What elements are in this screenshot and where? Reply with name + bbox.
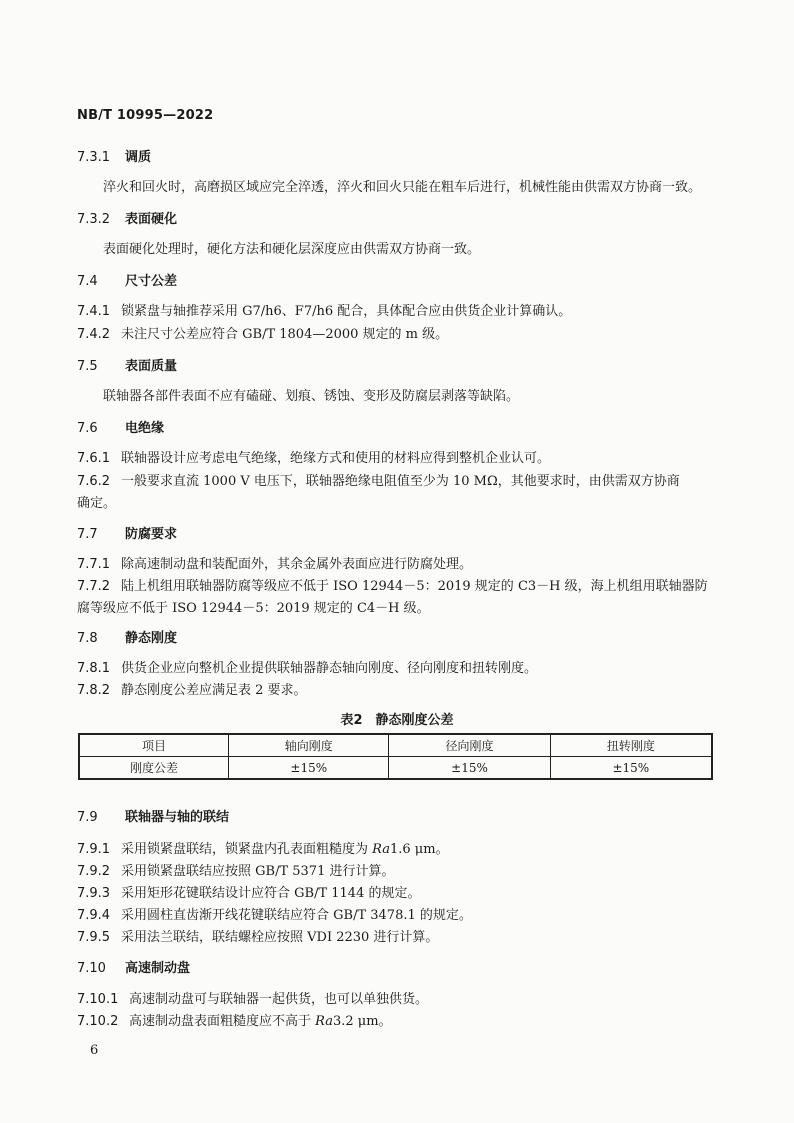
clause-text: 采用矩形花键联结设计应符合 GB/T 1144 的规定。	[121, 886, 421, 901]
clause-text: 采用法兰联结，联结螺栓应按照 VDI 2230 进行计算。	[121, 930, 439, 945]
heading-number: 7.3.1	[77, 150, 111, 165]
heading-title: 高速制动盘	[125, 961, 191, 976]
clause-7-9-4	[77, 905, 717, 927]
page-number: 6	[90, 1043, 99, 1058]
clause-text: 锁紧盘与轴推荐采用 G7/h6、F7/h6 配合，具体配合应由供货企业计算确认。	[121, 304, 572, 319]
clause-7-8-1	[77, 658, 717, 680]
clause-text: 采用圆柱直齿渐开线花键联结应符合 GB/T 3478.1 的规定。	[121, 908, 472, 923]
clause-text-value: 1.6 μm。	[389, 842, 449, 857]
table-header-cell: 轴向刚度	[229, 734, 389, 757]
clause-7-4-2	[77, 324, 717, 346]
table-title: 表2 静态刚度公差	[340, 713, 454, 728]
heading-number: 7.3.2	[77, 212, 111, 227]
para-7-3-1: 淬火和回火时，高磨损区域应完全淬透，淬火和回火只能在粗车后进行，机械性能由供需双方协商一致。	[103, 180, 702, 195]
clause-text: 采用锁紧盘联结应按照 GB/T 5371 进行计算。	[121, 864, 395, 879]
clause-text: 采用锁紧盘联结，锁紧盘内孔表面粗糙度为	[121, 842, 373, 857]
heading-7-6	[77, 418, 717, 440]
heading-number: 7.6	[77, 421, 98, 436]
clause-7-10-2	[77, 1011, 717, 1033]
clause-7-6-1	[77, 448, 717, 470]
clause-number: 7.8.2	[77, 683, 111, 698]
clause-number: 7.4.1	[77, 304, 111, 319]
clause-7-10-1	[77, 989, 717, 1011]
clause-text-value: 3.2 μm。	[332, 1014, 392, 1029]
table-header-cell: 扭转刚度	[550, 734, 712, 757]
clause-text: 高速制动盘表面粗糙度应不高于	[129, 1014, 316, 1029]
clause-7-4-1	[77, 301, 717, 323]
clause-number: 7.8.1	[77, 661, 111, 676]
stiffness-tolerance-table	[78, 733, 713, 780]
para-7-5: 联轴器各部件表面不应有磕碰、划痕、锈蚀、变形及防腐层剥落等缺陷。	[103, 389, 520, 404]
heading-title: 静态刚度	[125, 631, 178, 646]
clause-7-7-1	[77, 554, 717, 576]
clause-number: 7.4.2	[77, 327, 111, 342]
table-header-row	[79, 734, 712, 757]
clause-7-9-2	[77, 861, 717, 883]
clause-number: 7.7.1	[77, 557, 111, 572]
clause-number: 7.9.5	[77, 930, 111, 945]
clause-7-7-2-cont: 腐等级应不低于 ISO 12944－5：2019 规定的 C4－H 级。	[77, 601, 430, 616]
heading-number: 7.7	[77, 527, 98, 542]
table-header-cell: 项目	[79, 734, 229, 757]
heading-7-9	[77, 807, 717, 829]
clause-7-6-2-cont: 确定。	[77, 496, 117, 511]
table-row	[79, 757, 712, 780]
clause-number: 7.9.1	[77, 842, 111, 857]
heading-7-7	[77, 524, 717, 546]
clause-7-9-5	[77, 927, 717, 949]
heading-number: 7.9	[77, 810, 98, 825]
clause-number: 7.7.2	[77, 579, 111, 594]
table-header-cell: 径向刚度	[389, 734, 550, 757]
clause-text: 高速制动盘可与联轴器一起供货，也可以单独供货。	[129, 992, 429, 1007]
clause-number: 7.6.2	[77, 474, 111, 489]
table-cell: ±15%	[229, 757, 389, 780]
roughness-symbol: Ra	[315, 1014, 333, 1029]
heading-title: 调质	[125, 150, 152, 165]
heading-number: 7.5	[77, 359, 98, 374]
clause-7-7-2	[77, 576, 717, 598]
table-cell: 刚度公差	[79, 757, 229, 780]
heading-number: 7.4	[77, 274, 98, 289]
clause-7-9-1	[77, 839, 717, 861]
clause-text: 供货企业应向整机企业提供联轴器静态轴向刚度、径向刚度和扭转刚度。	[121, 661, 538, 676]
heading-7-4	[77, 271, 717, 293]
clause-7-8-2	[77, 680, 717, 702]
heading-number: 7.10	[77, 961, 106, 976]
heading-title: 表面质量	[125, 359, 178, 374]
table-cell: ±15%	[550, 757, 712, 780]
heading-7-10	[77, 958, 717, 980]
heading-title: 电绝缘	[125, 421, 165, 436]
clause-text-line1: 一般要求直流 1000 V 电压下，联轴器绝缘电阻值至少为 10 MΩ，其他要求时，由供需双方协商	[121, 474, 680, 489]
table-cell: ±15%	[389, 757, 550, 780]
heading-number: 7.8	[77, 631, 98, 646]
heading-title: 联轴器与轴的联结	[125, 810, 230, 825]
clause-7-6-2	[77, 471, 717, 493]
clause-text-line1: 陆上机组用联轴器防腐等级应不低于 ISO 12944－5：2019 规定的 C3－H 级，海上机组用联轴器防	[121, 579, 708, 594]
heading-title: 防腐要求	[125, 527, 178, 542]
clause-number: 7.6.1	[77, 451, 111, 466]
clause-number: 7.10.2	[77, 1014, 119, 1029]
clause-number: 7.9.3	[77, 886, 111, 901]
heading-title: 尺寸公差	[125, 274, 178, 289]
clause-text: 联轴器设计应考虑电气绝缘，绝缘方式和使用的材料应得到整机企业认可。	[121, 451, 551, 466]
heading-7-3-1	[77, 147, 717, 169]
clause-7-9-3	[77, 883, 717, 905]
clause-number: 7.10.1	[77, 992, 119, 1007]
clause-number: 7.9.4	[77, 908, 111, 923]
clause-number: 7.9.2	[77, 864, 111, 879]
clause-text: 静态刚度公差应满足表 2 要求。	[121, 683, 307, 698]
heading-title: 表面硬化	[125, 212, 178, 227]
para-7-3-2: 表面硬化处理时，硬化方法和硬化层深度应由供需双方协商一致。	[103, 242, 481, 257]
roughness-symbol: Ra	[372, 842, 390, 857]
heading-7-3-2	[77, 209, 717, 231]
clause-text: 除高速制动盘和装配面外，其余金属外表面应进行防腐处理。	[121, 557, 473, 572]
heading-7-8	[77, 628, 717, 650]
clause-text: 未注尺寸公差应符合 GB/T 1804—2000 规定的 m 级。	[121, 327, 449, 342]
heading-7-5	[77, 356, 717, 378]
doc-code: NB/T 10995—2022	[77, 108, 214, 123]
